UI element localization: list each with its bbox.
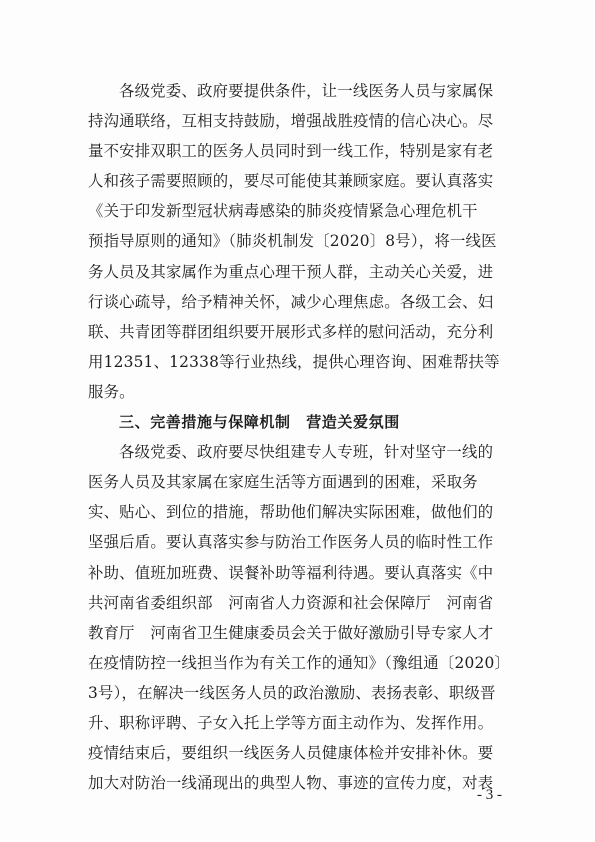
paragraph-line: 联、共青团等群团组织要开展形式多样的慰问活动，充分利 [88,322,494,341]
paragraph-line: 疫情结束后，要组织一线医务人员健康体检并安排补休。要 [88,744,494,763]
paragraph-line: 3号），在解决一线医务人员的政治激励、表扬表彰、职级晋 [88,683,496,702]
paragraph-line: 医务人员及其家属在家庭生活等方面遇到的困难，采取务 [88,473,478,492]
paragraph-line: 各级党委、政府要尽快组建专人专班，针对坚守一线的 [119,443,494,462]
paragraph-line: 共河南省委组织部 河南省人力资源和社会保障厅 河南省 [88,593,494,612]
paragraph-line: 务人员及其家属作为重点心理干预人群，主动关心关爱，进 [88,262,494,281]
paragraph-line: 持沟通联络，互相支持鼓励，增强战胜疫情的信心决心。尽 [88,112,494,131]
paragraph-line: 在疫情防控一线担当作为有关工作的通知》（豫组通〔2020〕 [88,653,511,672]
paragraph-line: 升、职称评聘、子女入托上学等方面主动作为、发挥作用。 [88,713,494,732]
paragraph-line: 预指导原则的通知》（肺炎机制发〔2020〕8号），将一线医 [88,232,497,251]
page-number: - 3 - [477,787,502,803]
paragraph-line: 教育厅 河南省卫生健康委员会关于做好激励引导专家人才 [88,623,494,642]
paragraph-line: 加大对防治一线涌现出的典型人物、事迹的宣传力度，对表 [88,774,494,793]
paragraph-line: 服务。 [88,382,135,401]
paragraph-line: 各级党委、政府要提供条件，让一线医务人员与家属保 [119,82,494,100]
paragraph-line: 实、贴心、到位的措施，帮助他们解决实际困难，做他们的 [88,503,494,522]
paragraph-line: 用12351、12338等行业热线，提供心理咨询、困难帮扶等 [88,352,500,371]
paragraph-line: 补助、值班加班费、误餐补助等福利待遇。要认真落实《中 [88,563,494,582]
section-heading: 三、完善措施与保障机制 营造关爱氛围 [119,413,400,432]
document-body [88,76,510,798]
paragraph-line: 坚强后盾。要认真落实参与防治工作医务人员的临时性工作 [88,533,494,552]
paragraph-line: 量不安排双职工的医务人员同时到一线工作，特别是家有老 [88,142,494,161]
paragraph-line: 人和孩子需要照顾的，要尽可能使其兼顾家庭。要认真落实 [88,172,494,191]
paragraph-line: 《关于印发新型冠状病毒感染的肺炎疫情紧急心理危机干 [88,202,478,221]
paragraph-line: 行谈心疏导，给予精神关怀，减少心理焦虑。各级工会、妇 [88,292,494,311]
